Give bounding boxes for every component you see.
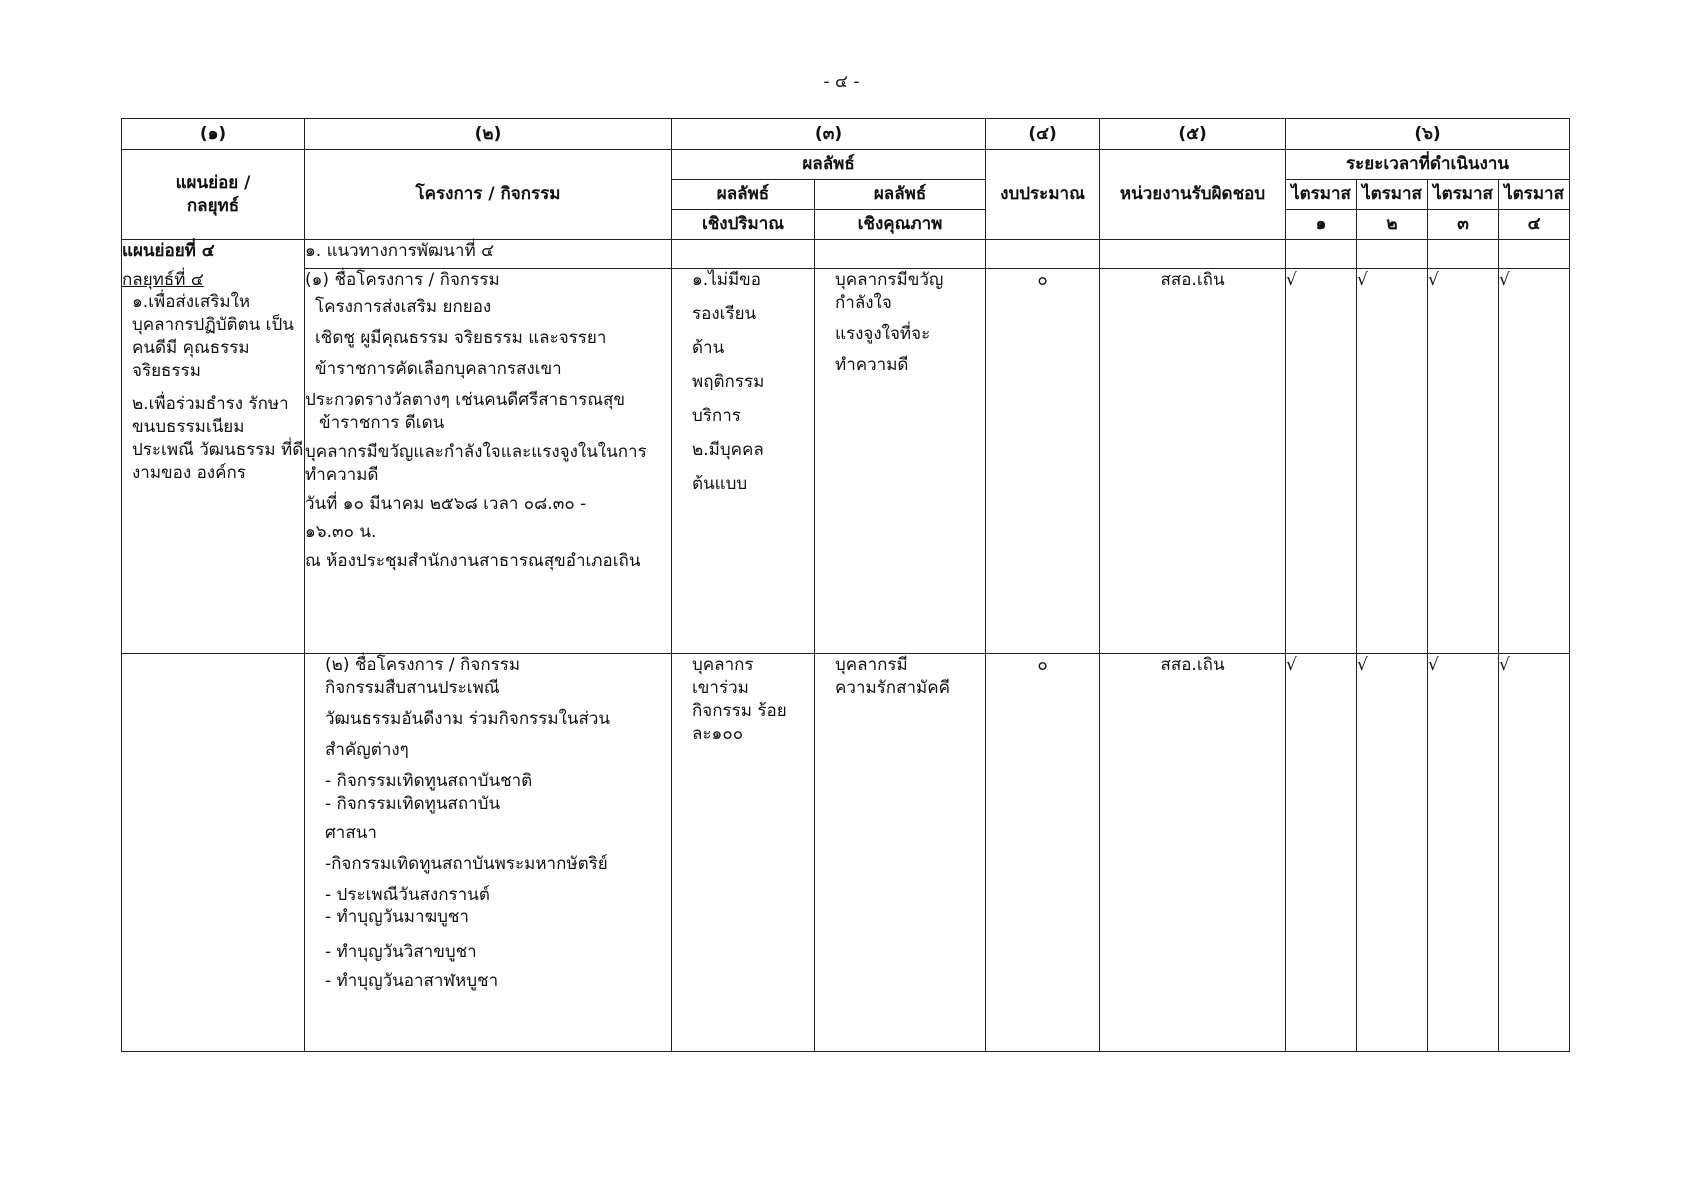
responsible-unit-header: หน่วยงานรับผิดชอบ — [1100, 150, 1286, 240]
empty-cell — [1100, 240, 1286, 269]
quarter-4-check: √ — [1499, 654, 1570, 1052]
empty-cell — [672, 240, 815, 269]
quantity-line: รองเรียน — [692, 303, 757, 324]
col-number-1: (๑) — [122, 119, 305, 150]
guideline-row — [122, 240, 1570, 269]
quarter-1-check: √ — [1286, 654, 1357, 1052]
project-line: - ทำบุญวันอาสาฬหบูชา — [325, 971, 499, 992]
project-line: เชิดชู ผูมีคุณธรรม จริยธรรม และจรรยา — [315, 327, 607, 348]
quarter-3-check: √ — [1428, 269, 1499, 654]
quality-line: ความรักสามัคคี — [835, 677, 950, 698]
empty-cell — [1357, 240, 1428, 269]
quarter-4-label: ไตรมาส — [1499, 180, 1570, 210]
quality-cell — [815, 269, 986, 654]
quantity-cell — [672, 269, 815, 654]
project-line: ข้าราชการคัดเลือกบุคลากรสงเขา — [315, 358, 562, 379]
budget-header: งบประมาณ — [986, 150, 1100, 240]
col-number-2: (๒) — [305, 119, 672, 150]
project-line: ณ ห้องประชุมสำนักงานสาธารณสุขอำเภอเถิน — [305, 551, 641, 572]
empty-cell — [1286, 240, 1357, 269]
output-quality-header-line-1: ผลลัพธ์ — [815, 180, 986, 210]
plan-strategy-header — [122, 150, 305, 240]
strategy-item-3: ขนบธรรมเนียม ประเพณี วัฒนธรรม ที่ดีงามของ องค์กร — [132, 417, 304, 483]
quantity-line: ๑.ไม่มีขอ — [692, 270, 761, 290]
project-line: (๑) ชื่อโครงการ / กิจกรรม — [305, 270, 500, 290]
strategy-item-1: ๑.เพื่อส่งเสริมให บุคลากรปฏิบัติตน เป็นคนดีมี คุณธรรม จริยธรรม — [132, 292, 294, 382]
quarter-2-check: √ — [1357, 654, 1428, 1052]
project-activity-header: โครงการ / กิจกรรม — [305, 150, 672, 240]
project-line: (๒) ชื่อโครงการ / กิจกรรม — [325, 655, 521, 675]
col-number-6: (๖) — [1286, 119, 1570, 150]
project-line: - ทำบุญวันวิสาขบูชา — [325, 942, 477, 963]
quantity-line: บริการ — [692, 405, 741, 426]
quarter-4-check: √ — [1499, 269, 1570, 654]
col-number-5: (๕) — [1100, 119, 1286, 150]
project-line: วัฒนธรรมอันดีงาม ร่วมกิจกรรมในส่วน — [325, 708, 611, 729]
quantity-line: กิจกรรม ร้อย — [692, 700, 787, 721]
project-line: ศาสนา — [325, 822, 377, 843]
project-line: ข้าราชการ ดีเดน — [319, 412, 445, 433]
empty-cell — [986, 240, 1100, 269]
project-line: - กิจกรรมเทิดทูนสถาบัน — [325, 793, 501, 814]
output-quantity-header-line-1: ผลลัพธ์ — [672, 180, 815, 210]
project-line: ประกวดรางวัลตางๆ เช่นคนดีศรีสาธารณสุข — [305, 389, 625, 410]
timeframe-header: ระยะเวลาที่ดำเนินงาน — [1286, 150, 1570, 180]
quantity-line: ต้นแบบ — [692, 473, 748, 494]
quarter-4-number: ๔ — [1499, 210, 1570, 240]
project-line: กิจกรรมสืบสานประเพณี — [325, 677, 500, 698]
project-line: สำคัญต่างๆ — [325, 739, 409, 760]
responsible-unit-value: สสอ.เถิน — [1100, 269, 1286, 654]
output-header: ผลลัพธ์ — [672, 150, 986, 180]
plan-table — [121, 118, 1570, 1052]
strategy-cell — [122, 654, 305, 1052]
quality-cell — [815, 654, 986, 1052]
col-number-4: (๔) — [986, 119, 1100, 150]
quality-line: บุคลากรมี — [835, 655, 908, 675]
header-row-1 — [122, 150, 1570, 180]
quantity-line: ละ๑๐๐ — [692, 723, 744, 744]
quantity-cell — [672, 654, 815, 1052]
guideline-label: ๑. แนวทางการพัฒนาที่ ๔ — [305, 240, 672, 269]
table-row — [122, 654, 1570, 1052]
project-line: วันที่ ๑๐ มีนาคม ๒๕๖๘ เวลา ๐๘.๓๐ - — [305, 493, 587, 514]
output-quantity-header-line-2: เชิงปริมาณ — [672, 210, 815, 240]
quarter-1-label: ไตรมาส — [1286, 180, 1357, 210]
project-line: โครงการส่งเสริม ยกยอง — [315, 296, 492, 317]
project-line: บุคลากรมีขวัญและกำลังใจและแรงจูงในในการ — [305, 441, 647, 462]
column-number-row — [122, 119, 1570, 150]
quantity-line: บุคลากร — [692, 655, 754, 675]
quarter-3-label: ไตรมาส — [1428, 180, 1499, 210]
plan-label: แผนย่อยที่ ๔ — [122, 240, 305, 269]
quarter-1-check: √ — [1286, 269, 1357, 654]
strategy-cell — [122, 269, 305, 654]
budget-value: ๐ — [986, 269, 1100, 654]
quantity-line: ด้าน — [692, 337, 725, 358]
quality-line: แรงจูงใจที่จะ — [835, 323, 931, 344]
project-line: ๑๖.๓๐ น. — [305, 522, 377, 543]
plan-strategy-header-line-1: แผนย่อย / — [175, 172, 251, 193]
project-line: -กิจกรรมเทิดทูนสถาบันพระมหากษัตริย์ — [325, 853, 608, 874]
quantity-line: เขาร่วม — [692, 677, 749, 698]
quarter-2-label: ไตรมาส — [1357, 180, 1428, 210]
empty-cell — [815, 240, 986, 269]
quantity-line: พฤติกรรม — [692, 371, 765, 392]
plan-strategy-header-line-2: กลยุทธ์ — [186, 195, 240, 216]
quality-line: กำลังใจ — [835, 292, 892, 313]
quarter-3-number: ๓ — [1428, 210, 1499, 240]
project-cell — [305, 654, 672, 1052]
strategy-title: กลยุทธ์ที่ ๔ — [122, 269, 204, 290]
table-row — [122, 269, 1570, 654]
project-line: - กิจกรรมเทิดทูนสถาบันชาติ — [325, 770, 533, 791]
quarter-2-number: ๒ — [1357, 210, 1428, 240]
col-number-3: (๓) — [672, 119, 986, 150]
strategy-item-2: ๒.เพื่อร่วมธำรง รักษา — [132, 394, 289, 415]
quarter-3-check: √ — [1428, 654, 1499, 1052]
project-cell — [305, 269, 672, 654]
page-number: - ๔ - — [823, 72, 860, 92]
quarter-2-check: √ — [1357, 269, 1428, 654]
project-line: - ทำบุญวันมาฆบูชา — [325, 907, 469, 928]
empty-cell — [1428, 240, 1499, 269]
project-line: ทำความดี — [305, 464, 379, 485]
output-quality-header-line-2: เชิงคุณภาพ — [815, 210, 986, 240]
responsible-unit-value: สสอ.เถิน — [1100, 654, 1286, 1052]
quality-line: ทำความดี — [835, 354, 909, 375]
project-line: - ประเพณีวันสงกรานต์ — [325, 884, 490, 905]
budget-value: ๐ — [986, 654, 1100, 1052]
quality-line: บุคลากรมีขวัญ — [835, 270, 944, 290]
empty-cell — [1499, 240, 1570, 269]
quantity-line: ๒.มีบุคคล — [692, 439, 764, 460]
quarter-1-number: ๑ — [1286, 210, 1357, 240]
